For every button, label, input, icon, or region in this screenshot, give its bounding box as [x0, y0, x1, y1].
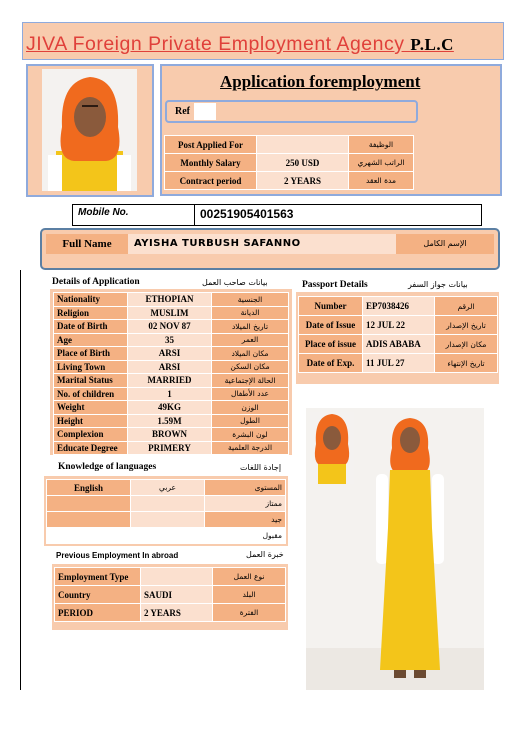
agency-suffix: P.L.C [410, 35, 454, 54]
row-label-ar: مكان السكن [212, 360, 289, 374]
table-row [47, 528, 286, 544]
row-value: MARRIED [128, 374, 212, 388]
table-row [299, 354, 498, 373]
row-label-ar: عدد الأطفال [212, 387, 289, 401]
application-table [164, 135, 414, 190]
row-label: No. of children [54, 387, 128, 401]
row-label: Height [54, 414, 128, 428]
row-label-ar: تاريخ الميلاد [212, 320, 289, 334]
row-value: 2 YEARS [141, 604, 213, 622]
previous-heading-ar: خبرة العمل [246, 550, 284, 559]
level-excellent: ممتاز [205, 496, 286, 512]
level-acceptable: مقبول [205, 528, 286, 544]
row-label-ar: الرقم [435, 297, 498, 316]
row-value: 49KG [128, 401, 212, 415]
row-label: Date of Issue [299, 316, 363, 335]
row-label: Complexion [54, 428, 128, 442]
ref-label: Ref [175, 106, 190, 117]
row-label: Weight [54, 401, 128, 415]
mobile-divider [194, 205, 195, 226]
full-name-value: AYISHA TURBUSH SAFANNO [128, 234, 396, 254]
language-cell [131, 528, 205, 544]
table-row [55, 586, 286, 604]
table-row [299, 335, 498, 354]
table-row [54, 293, 289, 307]
row-label-ar: لون البشرة [212, 428, 289, 442]
table-row [54, 320, 289, 334]
row-value: 11 JUL 27 [363, 354, 435, 373]
table-row [299, 297, 498, 316]
row-value: 12 JUL 22 [363, 316, 435, 335]
previous-table [54, 567, 286, 622]
passport-table [298, 296, 498, 373]
post-applied-ar: الوظيفة [349, 136, 414, 154]
salary-ar: الراتب الشهري [349, 154, 414, 172]
agency-name: JIVA Foreign Private Employment Agency [26, 33, 405, 55]
row-label-ar: مكان الإصدار [435, 335, 498, 354]
row-label: Age [54, 333, 128, 347]
salary-value: 250 USD [257, 154, 349, 172]
row-label-ar: تاريخ الإنتهاء [435, 354, 498, 373]
row-label-ar: الجنسية [212, 293, 289, 307]
row-value: ADIS ABABA [363, 335, 435, 354]
table-row [54, 306, 289, 320]
row-value: PRIMERY [128, 441, 212, 455]
language-cell [131, 512, 205, 528]
row-label-ar: الحالة الإجتماعية [212, 374, 289, 388]
row-label-ar: الديانة [212, 306, 289, 320]
language-cell [47, 528, 131, 544]
row-value: ETHOPIAN [128, 293, 212, 307]
row-label: Religion [54, 306, 128, 320]
row-label-ar: البلد [213, 586, 286, 604]
passport-heading-ar: بيانات جواز السفر [408, 280, 468, 289]
language-cell [47, 496, 131, 512]
mobile-value: 00251905401563 [200, 207, 294, 221]
row-label: Employment Type [55, 568, 141, 586]
row-label-ar: الفترة [213, 604, 286, 622]
row-label: Country [55, 586, 141, 604]
full-name-label: Full Name [46, 234, 128, 254]
row-label: Marital Status [54, 374, 128, 388]
table-row [47, 480, 286, 496]
row-value: MUSLIM [128, 306, 212, 320]
languages-heading-ar: إجادة اللغات [240, 463, 282, 472]
row-label-ar: مكان الميلاد [212, 347, 289, 361]
row-value: BROWN [128, 428, 212, 442]
details-table [53, 292, 289, 455]
contract-value: 2 YEARS [257, 172, 349, 190]
previous-heading: Previous Employment In abroad [56, 551, 179, 560]
row-label: Date of Birth [54, 320, 128, 334]
table-row [54, 387, 289, 401]
language-level-header: المستوى [205, 480, 286, 496]
table-row [54, 360, 289, 374]
ref-value [194, 103, 216, 120]
row-label: Place of issue [299, 335, 363, 354]
row-label-ar: الوزن [212, 401, 289, 415]
contract-label: Contract period [165, 172, 257, 190]
row-label: Educate Degree [54, 441, 128, 455]
row-label: Number [299, 297, 363, 316]
table-row [165, 136, 414, 154]
table-row [47, 496, 286, 512]
languages-heading: Knowledge of languages [58, 462, 157, 472]
row-value: 35 [128, 333, 212, 347]
table-row [54, 414, 289, 428]
row-label-ar: الطول [212, 414, 289, 428]
post-applied-value [257, 136, 349, 154]
full-body-photo [306, 408, 484, 690]
row-value: ARSI [128, 347, 212, 361]
mobile-label: Mobile No. [78, 207, 129, 218]
portrait-photo-frame [26, 64, 154, 197]
languages-table [46, 479, 286, 544]
portrait-photo [42, 69, 137, 191]
table-row [54, 347, 289, 361]
table-row [165, 172, 414, 190]
row-label: Date of Exp. [299, 354, 363, 373]
row-value: ARSI [128, 360, 212, 374]
row-value: 02 NOV 87 [128, 320, 212, 334]
page-frame-line [20, 270, 21, 690]
passport-heading: Passport Details [302, 280, 368, 290]
table-row [54, 333, 289, 347]
table-row [54, 374, 289, 388]
full-name-ar: الإسم الكامل [396, 234, 494, 254]
row-label: Place of Birth [54, 347, 128, 361]
table-row [165, 154, 414, 172]
application-title: Application foremployment [220, 72, 421, 91]
table-row [55, 604, 286, 622]
language-cell [131, 496, 205, 512]
row-value: 1 [128, 387, 212, 401]
row-label-ar: العمر [212, 333, 289, 347]
language-english: English [47, 480, 131, 496]
row-label-ar: تاريخ الإصدار [435, 316, 498, 335]
language-cell [47, 512, 131, 528]
row-value: EP7038426 [363, 297, 435, 316]
table-row [47, 512, 286, 528]
row-label-ar: نوع العمل [213, 568, 286, 586]
table-row [54, 441, 289, 455]
level-good: جيد [205, 512, 286, 528]
language-arabic: عربي [131, 480, 205, 496]
contract-ar: مدة العقد [349, 172, 414, 190]
table-row [54, 401, 289, 415]
row-value: SAUDI [141, 586, 213, 604]
row-value [141, 568, 213, 586]
details-heading: Details of Application [52, 277, 140, 287]
salary-label: Monthly Salary [165, 154, 257, 172]
row-label: Living Town [54, 360, 128, 374]
table-row [55, 568, 286, 586]
row-label-ar: الدرجة العلمية [212, 441, 289, 455]
row-label: PERIOD [55, 604, 141, 622]
agency-title [26, 33, 454, 56]
details-heading-ar: بيانات صاحب العمل [202, 278, 268, 287]
table-row [54, 428, 289, 442]
post-applied-label: Post Applied For [165, 136, 257, 154]
row-label: Nationality [54, 293, 128, 307]
table-row [299, 316, 498, 335]
inset-portrait [310, 412, 354, 484]
row-value: 1.59M [128, 414, 212, 428]
